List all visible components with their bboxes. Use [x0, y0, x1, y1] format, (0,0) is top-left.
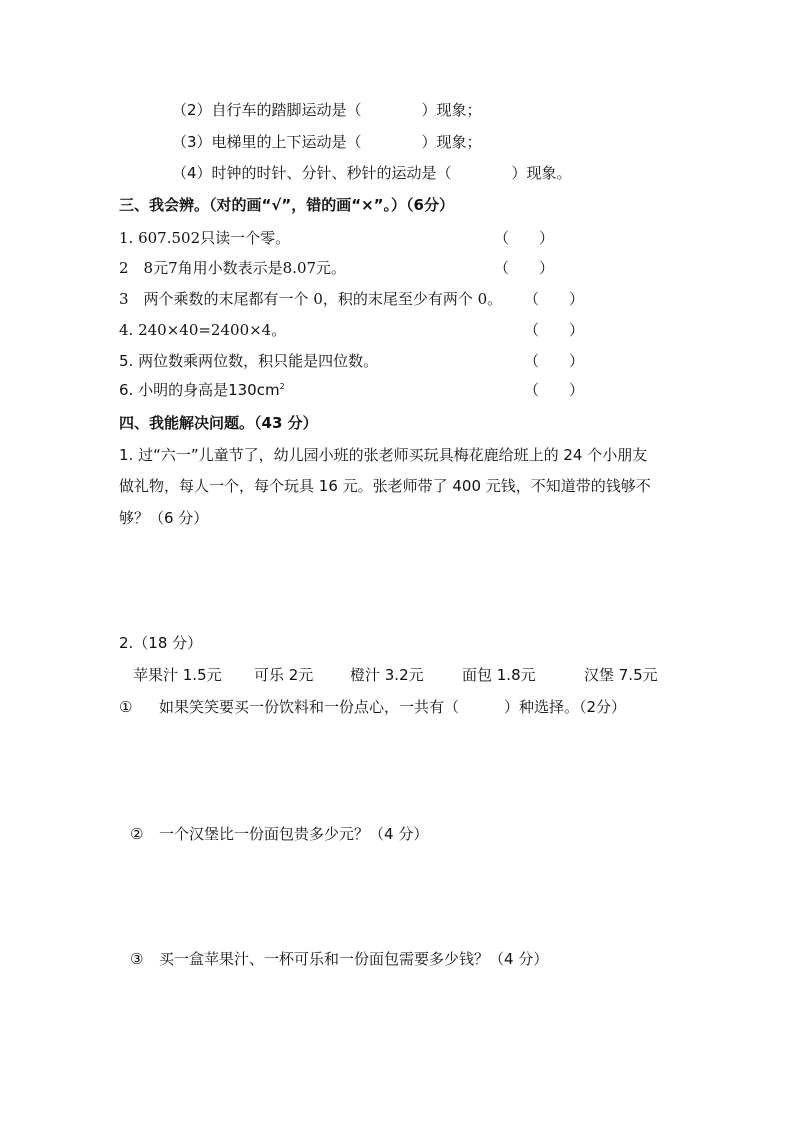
sub-question-3-marker: ③ — [130, 950, 144, 968]
judge-item-6 — [119, 380, 285, 400]
price-item-hamburger: 汉堡 7.5元 — [584, 666, 658, 684]
sub-question-1-marker: ① — [119, 698, 133, 716]
judge-item-5: 5. 两位数乘两位数，积只能是四位数。 — [119, 352, 379, 370]
judge-blank-4[interactable]: （ ） — [524, 321, 585, 339]
q1-line-1: 1. 过“六一”儿童节了，幼儿园小班的张老师买玩具梅花鹿给班上的 24 个小朋友 — [119, 446, 648, 464]
section-four-heading: 四、我能解决问题。（43 分） — [119, 414, 318, 432]
judge-item-3: 3 两个乘数的末尾都有一个 0，积的末尾至少有两个 0。 — [119, 290, 503, 308]
judge-item-6-text: 6. 小明的身高是130cm — [119, 381, 280, 399]
judge-blank-2[interactable]: （ ） — [494, 259, 555, 277]
sub-question-2-marker: ② — [130, 825, 144, 843]
sub-question-2-text: 一个汉堡比一份面包贵多少元？（4 分） — [159, 825, 429, 843]
judge-item-4: 4. 240×40=2400×4。 — [119, 321, 287, 339]
section-two-item-4: （4）时钟的时针、分针、秒针的运动是（ ）现象。 — [172, 164, 572, 182]
judge-blank-1[interactable]: （ ） — [494, 229, 555, 247]
judge-blank-6[interactable]: （ ） — [524, 381, 585, 399]
price-item-orange-juice: 橙汁 3.2元 — [350, 666, 424, 684]
price-item-cola: 可乐 2元 — [254, 666, 314, 684]
section-three-heading: 三、我会辨。（对的画“√”，错的画“×”。）（6分） — [119, 196, 454, 214]
judge-blank-5[interactable]: （ ） — [524, 352, 585, 370]
judge-item-2: 2 8元7角用小数表示是8.07元。 — [119, 259, 347, 277]
q2-title: 2.（18 分） — [119, 634, 203, 652]
price-item-bread: 面包 1.8元 — [462, 666, 536, 684]
price-item-apple-juice: 苹果汁 1.5元 — [133, 666, 222, 684]
sub-question-3-text: 买一盒苹果汁、一杯可乐和一份面包需要多少钱？（4 分） — [159, 950, 549, 968]
judge-item-1: 1. 607.502只读一个零。 — [119, 229, 291, 247]
section-two-item-2: （2）自行车的踏脚运动是（ ）现象； — [172, 101, 482, 119]
judge-blank-3[interactable]: （ ） — [524, 290, 585, 308]
section-two-item-3: （3）电梯里的上下运动是（ ）现象； — [172, 133, 482, 151]
sub-question-1-text: 如果笑笑要买一份饮料和一份点心，一共有（ ）种选择。（2分） — [159, 698, 627, 716]
judge-item-6-superscript: 2 — [279, 382, 285, 391]
q1-line-2: 做礼物，每人一个，每个玩具 16 元。张老师带了 400 元钱，不知道带的钱够不 — [119, 477, 651, 495]
q1-line-3: 够？（6 分） — [119, 509, 209, 527]
